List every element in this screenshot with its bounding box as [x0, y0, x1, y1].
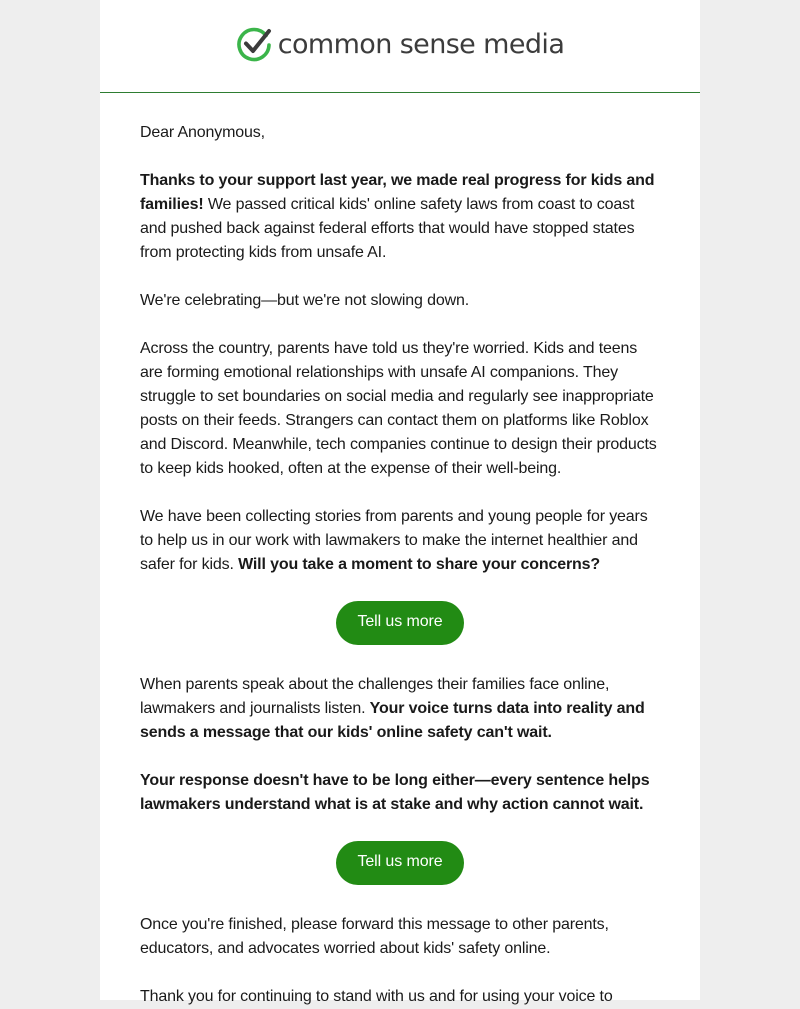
cta-wrapper-1 — [140, 601, 660, 645]
email-container — [100, 0, 700, 1005]
paragraph-parents-speak — [140, 673, 660, 745]
paragraph-forward: Once you're finished, please forward this message to other parents, educators, and advocates worried about kids' safety online. — [140, 916, 609, 957]
paragraph-worries: Across the country, parents have told us they're worried. Kids and teens are forming emotional relationships with unsafe AI companions. They struggle to set boundaries on social media and regularly see inappropriate posts on their feeds. Strangers can contact them on platforms like Roblox and Discord. Meanwhile, tech companies continue to design their products to keep kids hooked, often at the expense of their well-being. — [140, 340, 657, 477]
tell-us-more-button-2[interactable]: Tell us more — [336, 841, 463, 885]
greeting: Dear Anonymous, — [140, 124, 265, 141]
paragraph-response-length-bold: Your response doesn't have to be long either—every sentence helps lawmakers understand what is at stake and why action cannot wait. — [140, 772, 650, 813]
paragraph-thank-you: Thank you for continuing to stand with us and for using your voice to — [140, 988, 613, 1005]
paragraph-progress-text: We passed critical kids' online safety laws from coast to coast and pushed back against federal efforts that would have stopped states from protecting kids from unsafe AI. — [140, 196, 635, 261]
paragraph-celebrating: We're celebrating—but we're not slowing down. — [140, 292, 470, 309]
paragraph-collecting-stories — [140, 505, 660, 577]
common-sense-media-logo[interactable] — [236, 26, 565, 62]
paragraph-parents-speak-text: When parents speak about the challenges their families face online, lawmakers and journalists listen. — [140, 676, 610, 717]
paragraph-parents-speak-bold: Your voice turns data into reality and sends a message that our kids' online safety can't wait. — [140, 700, 645, 741]
checkmark-circle-icon — [236, 26, 274, 62]
paragraph-response-length — [140, 769, 660, 817]
paragraph-collecting-stories-text: We have been collecting stories from parents and young people for years to help us in our work with lawmakers to make the internet healthier and safer for kids. — [140, 508, 648, 573]
tell-us-more-button-1[interactable]: Tell us more — [336, 601, 463, 645]
paragraph-progress — [140, 169, 660, 265]
email-body — [100, 93, 700, 1009]
paragraph-collecting-stories-bold: Will you take a moment to share your concerns? — [238, 556, 601, 573]
logo-text: common sense media — [277, 28, 565, 60]
email-header — [100, 0, 700, 93]
cta-wrapper-2 — [140, 841, 660, 885]
paragraph-progress-bold: Thanks to your support last year, we made real progress for kids and families! — [140, 172, 655, 213]
